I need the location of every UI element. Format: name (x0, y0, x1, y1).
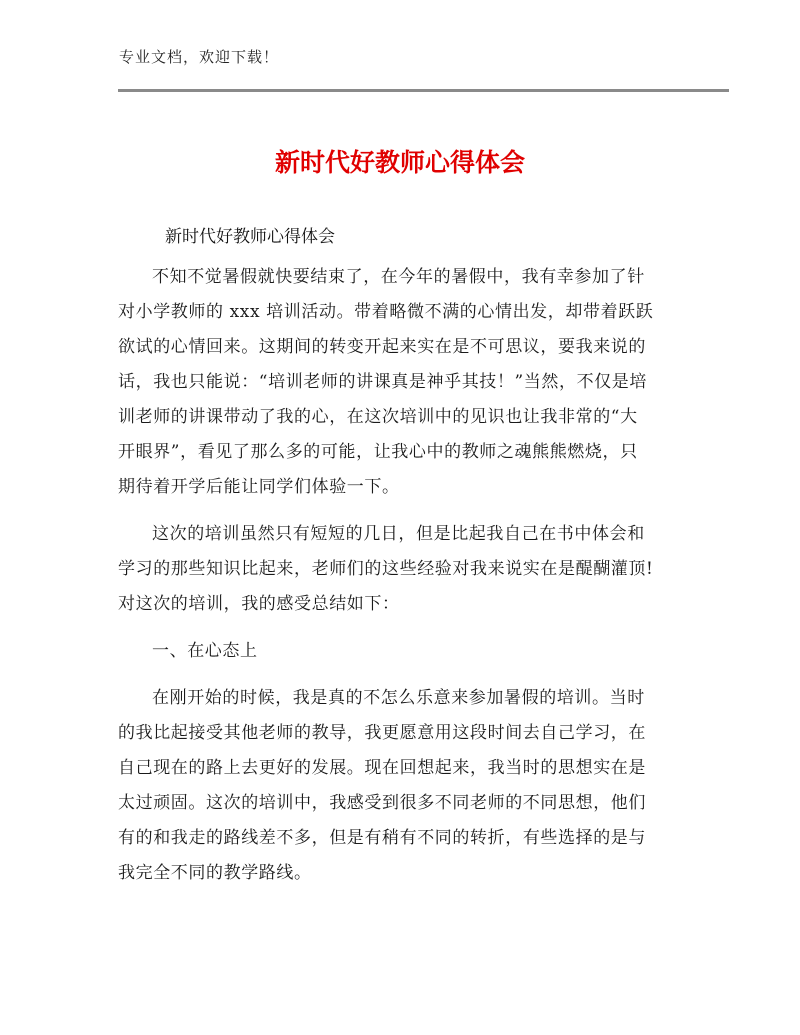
text-line: 对这次的培训，我的感受总结如下： (118, 594, 400, 614)
paragraph-intro (118, 260, 678, 505)
text-line: 这次的培训虽然只有短短的几日，但是比起我自己在书中体会和 (152, 524, 645, 544)
text-line: 的我比起接受其他老师的教导，我更愿意用这段时间去自己学习，在 (118, 723, 646, 743)
text-line: 训老师的讲课带动了我的心，在这次培训中的见识也让我非常的“大 (118, 407, 638, 427)
document-subtitle: 新时代好教师心得体会 (165, 227, 335, 247)
header-note: 专业文档，欢迎下载！ (119, 48, 280, 66)
text-line: 自己现在的路上去更好的发展。现在回想起来，我当时的思想实在是 (118, 758, 646, 778)
paragraph-mindset (118, 681, 678, 891)
text-line: 不知不觉暑假就快要结束了，在今年的暑假中，我有幸参加了针 (152, 267, 645, 287)
text-line: 欲试的心情回来。这期间的转变开起来实在是不可思议，要我来说的 (118, 337, 646, 357)
text-line: 一、在心态上 (152, 641, 258, 661)
text-line: 对小学教师的 xxx 培训活动。带着略微不满的心情出发，却带着跃跃 (118, 302, 654, 322)
text-line: 我完全不同的教学路线。 (118, 863, 312, 883)
text-line: 在刚开始的时候，我是真的不怎么乐意来参加暑假的培训。当时 (152, 688, 645, 708)
section-heading (118, 634, 678, 669)
header-divider (118, 89, 729, 92)
text-line: 期待着开学后能让同学们体验一下。 (118, 477, 400, 497)
document-title: 新时代好教师心得体会 (274, 148, 525, 177)
text-line: 话，我也只能说：“培训老师的讲课真是神乎其技！”当然，不仅是培 (118, 372, 647, 392)
text-line: 开眼界”，看见了那么多的可能，让我心中的教师之魂熊熊燃烧，只 (118, 442, 638, 462)
text-line: 有的和我走的路线差不多，但是有稍有不同的转折，有些选择的是与 (118, 828, 646, 848)
paragraph-training (118, 517, 678, 622)
text-line: 太过顽固。这次的培训中，我感受到很多不同老师的不同思想，他们 (118, 793, 646, 813)
document-body (118, 260, 678, 891)
text-line: 学习的那些知识比起来，老师们的这些经验对我来说实在是醍醐灌顶! (118, 559, 654, 579)
